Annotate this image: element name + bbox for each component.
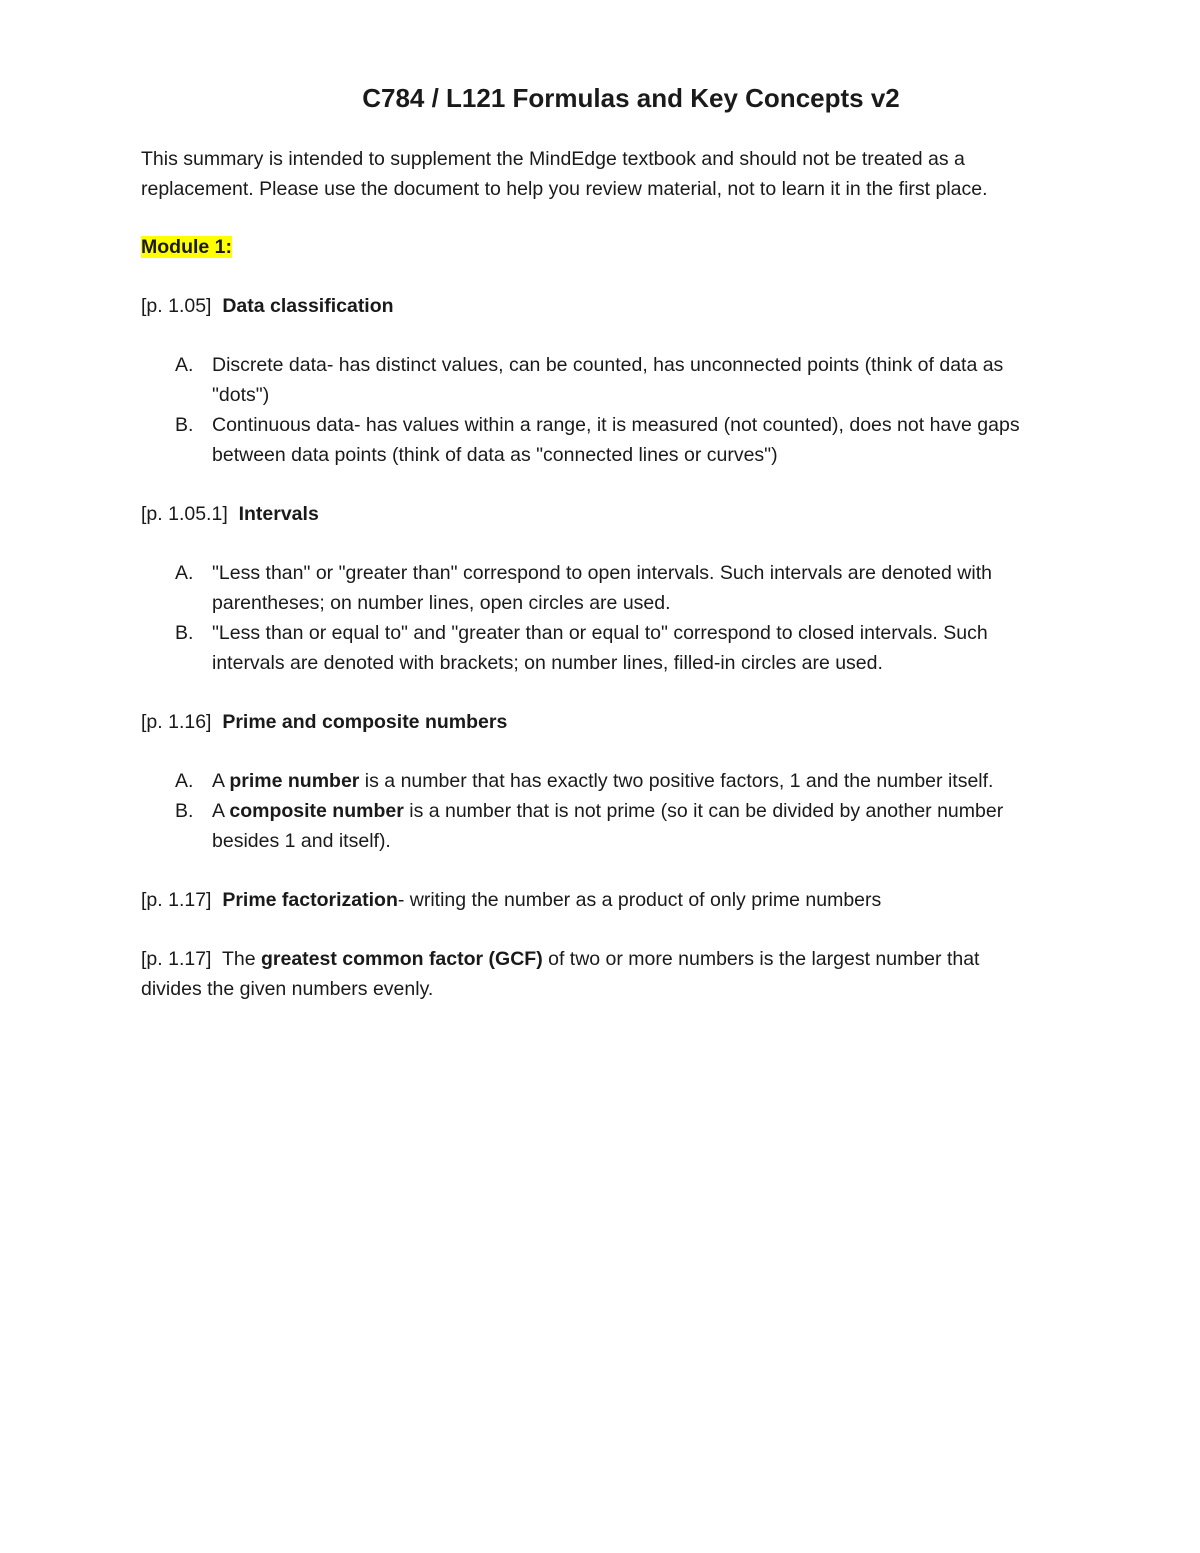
list-item-text: A <box>212 800 230 822</box>
list-marker: B. <box>175 414 194 436</box>
list-marker: B. <box>175 800 194 822</box>
paragraph-line: divides the given numbers evenly. <box>141 978 434 1000</box>
list-marker: A. <box>175 770 194 792</box>
document-body <box>141 82 1111 1033</box>
list-item-line: "Less than" or "greater than" correspond to open intervals. Such intervals are denoted with <box>212 562 992 584</box>
list-item <box>141 350 1111 410</box>
intro-paragraph <box>141 144 1111 204</box>
section-title: Data classification <box>222 295 394 317</box>
intro-line-1: This summary is intended to supplement the MindEdge textbook and should not be treated as a <box>141 148 965 170</box>
data-classification-list <box>141 350 1111 470</box>
list-item-line: "dots") <box>212 384 270 406</box>
list-marker: A. <box>175 354 194 376</box>
list-item-line: parentheses; on number lines, open circles are used. <box>212 592 671 614</box>
gcf-paragraph <box>141 944 1111 1004</box>
list-item-line: Continuous data- has values within a range, it is measured (not counted), does not have gaps <box>212 414 1020 436</box>
module-heading <box>141 232 1111 262</box>
list-marker: A. <box>175 562 194 584</box>
list-item <box>141 410 1111 470</box>
list-marker: B. <box>175 622 194 644</box>
term-composite-number: composite number <box>229 800 404 822</box>
section-title: Intervals <box>238 503 319 525</box>
section-heading-intervals <box>141 499 1111 529</box>
document-title: C784 / L121 Formulas and Key Concepts v2 <box>362 83 900 113</box>
list-item-line: intervals are denoted with brackets; on number lines, filled-in circles are used. <box>212 652 883 674</box>
section-ref: [p. 1.05.1] <box>141 503 228 525</box>
section-ref: [p. 1.16] <box>141 711 212 733</box>
list-item-line: besides 1 and itself). <box>212 830 391 852</box>
list-item-text: is a number that is not prime (so it can be divided by another number <box>403 800 1004 822</box>
intervals-list <box>141 558 1111 678</box>
paragraph-text: of two or more numbers is the largest number that <box>542 948 980 970</box>
list-item-line: "Less than or equal to" and "greater than or equal to" correspond to closed intervals. Such <box>212 622 988 644</box>
term-prime-number: prime number <box>229 770 360 792</box>
section-title: Prime and composite numbers <box>222 711 508 733</box>
paragraph-text: The <box>221 948 261 970</box>
section-ref: [p. 1.05] <box>141 295 212 317</box>
prime-factorization-paragraph <box>141 885 1111 915</box>
list-item <box>141 796 1111 856</box>
list-item <box>141 558 1111 618</box>
section-heading-data-classification <box>141 291 1111 321</box>
list-item-line: Discrete data- has distinct values, can be counted, has unconnected points (think of data as <box>212 354 1004 376</box>
section-ref: [p. 1.17] <box>141 948 212 970</box>
section-ref: [p. 1.17] <box>141 889 212 911</box>
paragraph-text: - writing the number as a product of only prime numbers <box>397 889 882 911</box>
module-heading-highlight: Module 1: <box>141 236 232 258</box>
term-gcf: greatest common factor (GCF) <box>260 948 543 970</box>
list-item <box>141 618 1111 678</box>
section-heading-prime-composite <box>141 707 1111 737</box>
list-item-line: between data points (think of data as "connected lines or curves") <box>212 444 778 466</box>
term-prime-factorization: Prime factorization <box>222 889 398 911</box>
list-item-text: is a number that has exactly two positive factors, 1 and the number itself. <box>359 770 994 792</box>
intro-line-2: replacement. Please use the document to help you review material, not to learn it in the first place. <box>141 178 988 200</box>
list-item-text: A <box>212 770 230 792</box>
prime-composite-list <box>141 766 1111 856</box>
list-item <box>141 766 1111 796</box>
